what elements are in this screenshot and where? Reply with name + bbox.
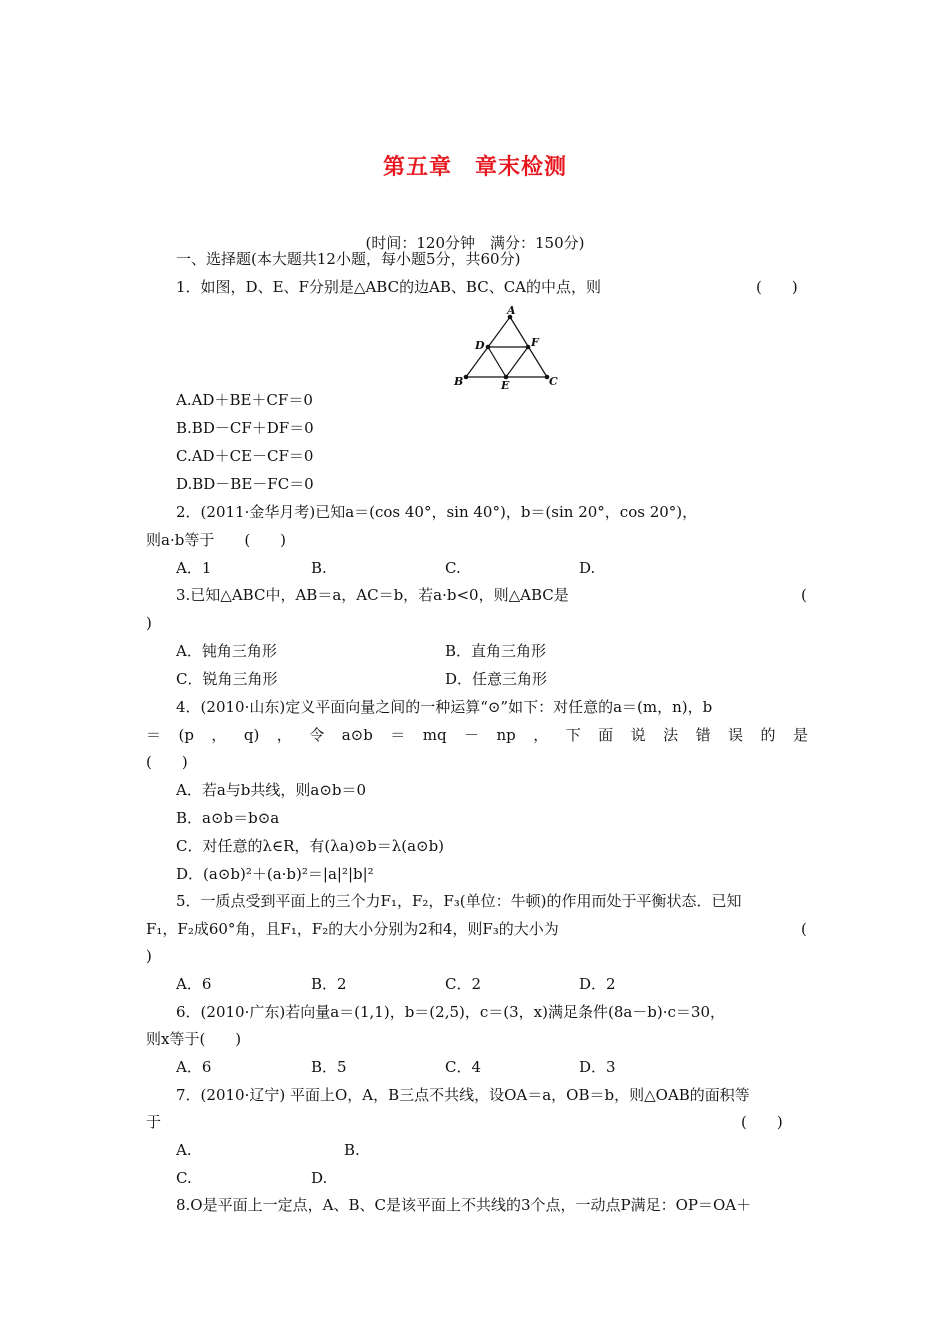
q5-stem-line2: F₁，F₂成60°角，且F₁，F₂的大小分别为2和4，则F₃的大小为 <box>146 920 559 938</box>
q7-option-d: D. <box>311 1169 328 1187</box>
q1-option-b: B.BD－CF＋DF＝0 <box>176 419 314 437</box>
q5-paren-close: ) <box>146 947 152 965</box>
q4-line2-part: ＝ <box>146 726 162 744</box>
q5-option-c: C．2 <box>445 975 482 993</box>
point-d <box>486 345 491 350</box>
exam-meta: (时间：120分钟 满分：150分) <box>365 234 585 252</box>
q4-line2-part: ＝ <box>390 726 406 744</box>
q6-stem-line2: 则x等于( ) <box>146 1030 242 1048</box>
q2-option-b: B. <box>311 559 327 577</box>
q6-stem-line1: 6．(2010·广东)若向量a＝(1,1)，b＝(2,5)，c＝(3，x)满足条件(8a－b)·c＝30， <box>176 1003 726 1021</box>
q4-line2-part: 的 <box>760 726 776 744</box>
q4-option-d: D．(a⊙b)²＋(a·b)²＝|a|²|b|² <box>176 865 374 883</box>
edge-fe <box>506 347 528 377</box>
q6-option-c: C．4 <box>445 1058 482 1076</box>
q7-option-a: A. <box>176 1141 192 1159</box>
label-d: D <box>475 339 485 352</box>
q4-line2-part: q) <box>243 726 260 744</box>
q5-paren-open: ( <box>801 920 807 938</box>
q4-line2-part: 面 <box>598 726 614 744</box>
q4-line2-part: ， <box>276 726 292 744</box>
q5-stem-line1: 5．一质点受到平面上的三个力F₁，F₂，F₃(单位：牛顿)的作用而处于平衡状态．已知 <box>176 892 742 910</box>
q2-stem-line2: 则a·b等于 ( ) <box>146 531 287 549</box>
q7-stem-line1: 7．(2010·辽宁) 平面上O，A，B三点不共线，设OA＝a，OB＝b，则△OAB的面积等 <box>176 1086 750 1104</box>
q4-option-a: A．若a与b共线，则a⊙b＝0 <box>176 781 367 799</box>
q4-stem-line3: ( ) <box>146 753 188 771</box>
q5-option-a: A．6 <box>176 975 212 993</box>
q1-option-d: D.BD－BE－FC＝0 <box>176 475 314 493</box>
q2-option-d: D. <box>579 559 596 577</box>
q4-line2-part: a⊙b <box>341 726 373 744</box>
q4-line2-part: 是 <box>792 726 808 744</box>
q4-option-b: B．a⊙b＝b⊙a <box>176 809 280 827</box>
q1-option-c: C.AD＋CE－CF＝0 <box>176 447 314 465</box>
label-e: E <box>501 379 510 390</box>
q6-option-a: A．6 <box>176 1058 212 1076</box>
q7-option-c: C. <box>176 1169 192 1187</box>
q3-stem-line1: 3.已知△ABC中，AB＝a，AC＝b，若a·b<0，则△ABC是 <box>176 586 569 604</box>
q2-option-c: C. <box>445 559 461 577</box>
q4-line2-part: 说 <box>630 726 646 744</box>
q4-line2-part: 误 <box>728 726 744 744</box>
q4-stem-line2 <box>146 725 808 745</box>
q7-option-b: B. <box>344 1141 360 1159</box>
q4-line2-part: np <box>496 726 516 744</box>
edge-de <box>488 347 506 377</box>
q7-stem-line2: 于 <box>146 1113 162 1131</box>
q3-paren-close: ) <box>146 614 152 632</box>
q1-option-a: A.AD＋BE＋CF＝0 <box>176 391 313 409</box>
q4-line2-part: ， <box>533 726 549 744</box>
q1-answer-paren: ( ) <box>756 278 798 296</box>
q4-line2-part: 令 <box>309 726 325 744</box>
q4-line2-part: 法 <box>663 726 679 744</box>
q4-line2-part: 错 <box>695 726 711 744</box>
point-f <box>526 345 531 350</box>
q4-stem-line1: 4．(2010·山东)定义平面向量之间的一种运算“⊙”如下：对任意的a＝(m，n)，b <box>176 698 713 716</box>
q3-option-b: B．直角三角形 <box>445 642 547 660</box>
q4-line2-part: (p <box>178 726 194 744</box>
chapter-title: 第五章 章末检测 <box>382 155 567 180</box>
triangle-diagram <box>448 305 568 390</box>
q2-stem-line1: 2．(2011·金华月考)已知a＝(cos 40°，sin 40°)，b＝(sin 20°，cos 20°)， <box>176 503 698 521</box>
q4-line2-part: ， <box>211 726 227 744</box>
q3-option-c: C．锐角三角形 <box>176 670 278 688</box>
q7-answer-paren: ( ) <box>741 1113 783 1131</box>
q1-stem: 1．如图，D、E、F分别是△ABC的边AB、BC、CA的中点，则 <box>176 278 602 296</box>
vertex-b <box>464 375 469 380</box>
q2-option-a: A．1 <box>176 559 212 577</box>
q3-option-d: D．任意三角形 <box>445 670 548 688</box>
label-f: F <box>531 336 539 349</box>
q4-line2-part: － <box>464 726 480 744</box>
q3-paren-open: ( <box>801 586 807 604</box>
label-c: C <box>549 375 558 388</box>
label-a: A <box>507 305 516 317</box>
section-heading: 一、选择题(本大题共12小题，每小题5分，共60分) <box>176 250 521 268</box>
q8-stem-line1: 8.O是平面上一定点，A、B、C是该平面上不共线的3个点，一动点P满足：OP＝OA＋ <box>176 1196 752 1214</box>
q4-line2-part: 下 <box>565 726 581 744</box>
q5-option-b: B．2 <box>311 975 347 993</box>
label-b: B <box>454 375 464 388</box>
q1-triangle-figure <box>448 305 568 394</box>
q3-option-a: A．钝角三角形 <box>176 642 277 660</box>
q6-option-d: D．3 <box>579 1058 616 1076</box>
q4-option-c: C．对任意的λ∈R，有(λa)⊙b＝λ(a⊙b) <box>176 837 445 855</box>
q4-line2-part: mq <box>422 726 447 744</box>
q5-option-d: D．2 <box>579 975 616 993</box>
q6-option-b: B．5 <box>311 1058 347 1076</box>
